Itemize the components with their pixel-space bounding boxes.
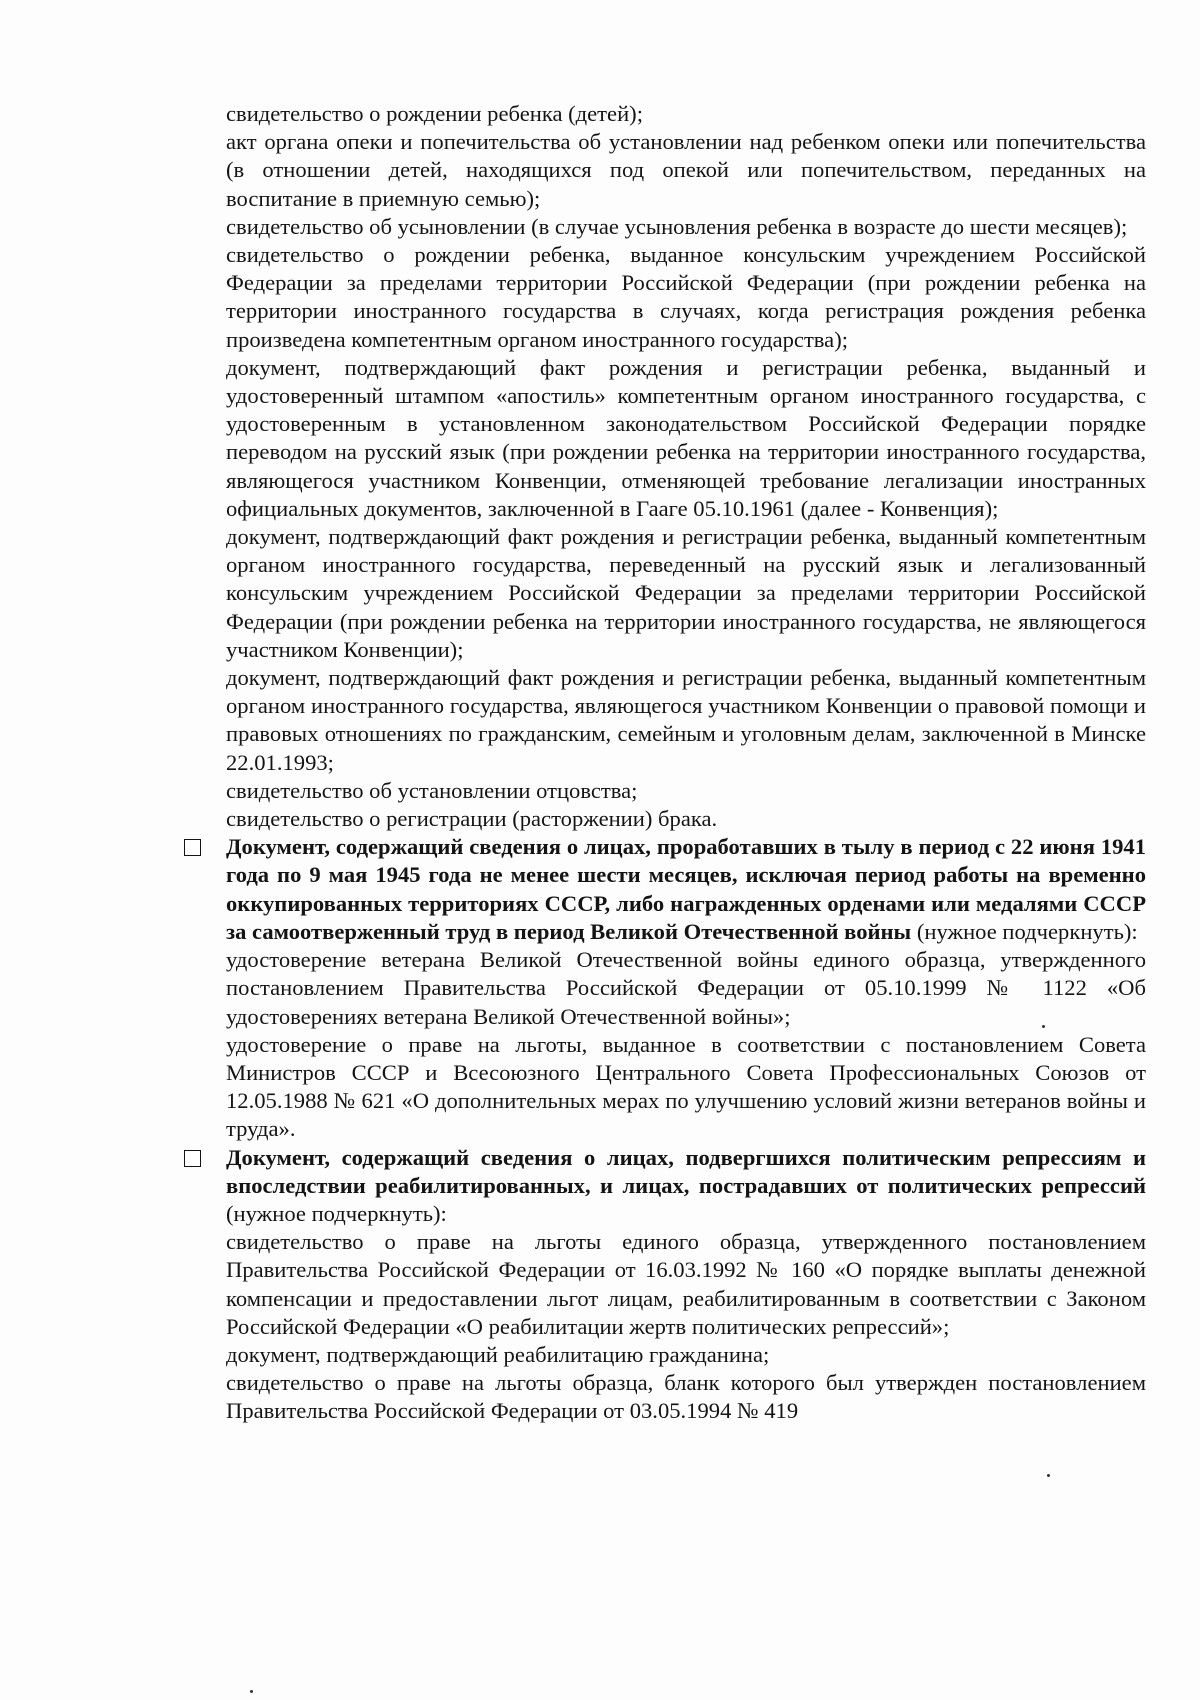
list-item: документ, подтверждающий факт рождения и регистрации ребенка, выданный и удостоверенный штампом «апостиль» компетентным органом иностранного государства, с удостоверенным в установленном законодательством Российской Федерации порядке переводом на русский язык (при рождении ребенка на территории иностранного государства, являющегося участником Конвенции, отменяющей требование легализации иностранных официальных документов, заключенной в Гааге 05.10.1961 (далее - Конвенция); (226, 354, 1146, 521)
scan-speck (1042, 1025, 1045, 1028)
list-item: свидетельство о рождении ребенка, выданное консульским учреждением Российской Федерации за пределами территории Российской Федерации (при рождении ребенка на территории иностранного государства в случаях, когда регистрация рождения ребенка произведена компетентным органом иностранного государства); (226, 242, 1146, 352)
list-item: свидетельство о праве на льготы единого образца, утвержденного постановлением Правительства Российской Федерации от 16.03.1992 № 160 «О порядке выплаты денежной компенсации и предоставлении льгот лицам, реабилитированным в соответствии с Законом Российской Федерации «О реабилитации жертв политических репрессий»; (226, 1229, 1146, 1339)
section-political-repression (226, 1144, 1146, 1426)
list-item: свидетельство о регистрации (расторжении) брака. (226, 806, 718, 832)
document-body (226, 100, 1146, 1426)
list-item: удостоверение о праве на льготы, выданное в соответствии с постановлением Совета Министров СССР и Всесоюзного Центрального Совета Профессиональных Союзов от 12.05.1988 № 621 «О дополнительных мерах по улучшению условий жизни ветеранов войны и труда». (226, 1031, 1146, 1142)
list-item: свидетельство об усыновлении (в случае усыновления ребенка в возрасте до шести месяцев); (226, 213, 1128, 239)
section-heading (226, 1144, 1146, 1229)
section-heading (226, 833, 1146, 946)
list-item: удостоверение ветерана Великой Отечественной войны единого образца, утвержденного постановлением Правительства Российской Федерации от 05.10.1999 № 1122 «Об удостоверениях ветерана Великой Отечественной войны»; (226, 947, 1146, 1029)
section-checkbox[interactable] (184, 839, 201, 856)
list-item: документ, подтверждающий реабилитацию гражданина; (226, 1341, 770, 1367)
list-item: свидетельство о рождении ребенка (детей); (226, 101, 643, 126)
list-item: документ, подтверждающий факт рождения и регистрации ребенка, выданный компетентным органом иностранного государства, переведенный на русский язык и легализованный консульским учреждением Российской Федерации за пределами территории Российской Федерации (при рождении ребенка на территории иностранного государства, не являющегося участником Конвенции); (226, 524, 1146, 662)
section-note: (нужное подчеркнуть): (226, 1200, 447, 1226)
section-checkbox[interactable] (184, 1150, 201, 1167)
section-home-front-workers (226, 833, 1146, 1143)
list-item: документ, подтверждающий факт рождения и регистрации ребенка, выданный компетентным органом иностранного государства, являющегося участником Конвенции о правовой помощи и правовых отношениях по гражданским, семейным и уголовным делам, заключенной в Минске 22.01.1993; (226, 665, 1146, 775)
scan-speck (250, 1690, 253, 1693)
list-item: свидетельство о праве на льготы образца, бланк которого был утвержден постановлением Правительства Российской Федерации от 03.05.1994 № 419 (226, 1370, 1146, 1424)
section-heading-text: Документ, содержащий сведения о лицах, проработавших в тылу в период с 22 июня 1941 года по 9 мая 1945 года не менее шести месяцев, исключая период работы на временно оккупированных территориях СССР, либо награжденных орденами или медалями СССР за самоотверженный труд в период Великой Отечественной войны (226, 834, 1146, 944)
section-note: (нужное подчеркнуть): (911, 918, 1138, 944)
list-item: свидетельство об установлении отцовства; (226, 777, 638, 803)
list-item: акт органа опеки и попечительства об установлении над ребенком опеки или попечительства (в отношении детей, находящихся под опекой или попечительством, переданных на воспитание в приемную семью); (226, 129, 1146, 211)
scan-speck (1047, 1474, 1050, 1477)
section-heading-text: Документ, содержащий сведения о лицах, подвергшихся политическим репрессиям и впоследствии реабилитированных, и лицах, пострадавших от политических репрессий (226, 1144, 1146, 1198)
